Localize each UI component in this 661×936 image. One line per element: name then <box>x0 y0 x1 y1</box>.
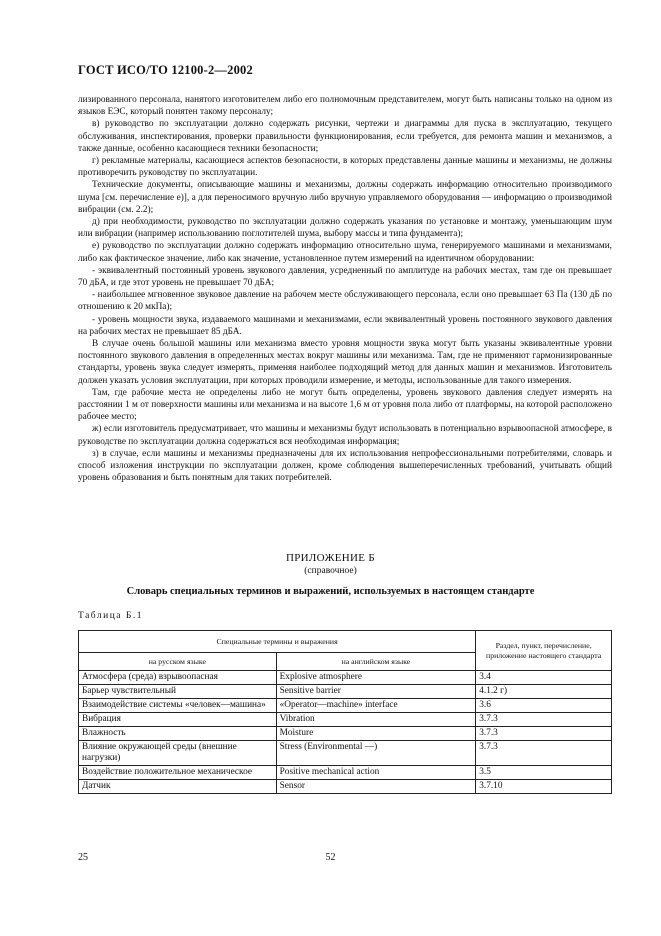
paragraph: ж) если изготовитель предусматривает, что машины и механизмы будут использовать в потенциально взрывоопасной атмосфере, в руководстве по эксплуатации должна содержаться вся необходимая информация; <box>78 424 612 447</box>
term-reference: 3.7.3 <box>476 741 612 766</box>
table-row <box>79 766 612 780</box>
table-row <box>79 671 612 685</box>
term-russian: Вибрация <box>79 713 277 727</box>
term-english: Moisture <box>276 727 476 741</box>
term-russian: Датчик <box>79 780 277 794</box>
appendix-title: ПРИЛОЖЕНИЕ Б <box>286 552 375 564</box>
footer-left-number: 25 <box>78 852 88 863</box>
term-russian: Влажность <box>79 727 277 741</box>
paragraph: в) руководство по эксплуатации должно содержать рисунки, чертежи и диаграммы для пуска в эксплуатацию, текущего обслуживания, инспектирования, проверки правильности функционирования, если требуется, для ремонта машин и механизмов, а также данные, особенно касающиеся техники безопасности; <box>78 119 612 154</box>
term-reference: 3.7.3 <box>476 727 612 741</box>
table-row <box>79 780 612 794</box>
table-row <box>79 713 612 727</box>
term-russian: Атмосфера (среда) взрывоопасная <box>79 671 277 685</box>
document-code: ГОСТ ИСО/ТО 12100-2—2002 <box>78 63 253 77</box>
paragraph: В случае очень большой машины или механизма вместо уровня мощности звука могут быть указаны эквивалентные уровни постоянного звукового давления в определенных местах вокруг машины или механизма. Там, где не применяют гармонизированные стандарты, уровень звука следует измерять, применяя наиболее подходящий метод для данных машин и механизмов. Изготовитель должен указать условия эксплуатации, при которых проводили измерение, и методы, использованные для такого измерения. <box>78 339 612 386</box>
table-row <box>79 727 612 741</box>
term-russian: Воздействие положительное механическое <box>79 766 277 780</box>
term-english: Stress (Environmental —) <box>276 741 476 766</box>
term-russian: Взаимодействие системы «человек—машина» <box>79 699 277 713</box>
paragraph: е) руководство по эксплуатации должно содержать информацию относительно шума, генерируемого машинами и механизмами, либо как фактическое значение, либо как значение, установленное путем измерений на идентичном оборудовании: <box>78 241 612 264</box>
term-reference: 3.7.10 <box>476 780 612 794</box>
term-reference: 3.5 <box>476 766 612 780</box>
paragraph: Технические документы, описывающие машины и механизмы, должны содержать информацию относительно производимого шума [см. перечисление е)], а для переносимого вручную либо вручную управляемого оборудования — информацию о производимой вибрации (см. 2.2); <box>78 180 612 215</box>
header-reference: Раздел, пункт, перечисление, приложение настоящего стандарта <box>476 631 612 671</box>
term-russian: Влияние окружающей среды (внешние нагрузки) <box>79 741 277 766</box>
table-row <box>79 685 612 699</box>
table-caption: Таблица Б.1 <box>78 611 143 621</box>
term-english: Positive mechanical action <box>276 766 476 780</box>
paragraph: лизированного персонала, нанятого изготовителем либо его полномочным представителем, могут быть написаны только на одном из языков ЕЭС, который понятен такому персоналу; <box>78 95 612 118</box>
term-english: Sensitive barrier <box>276 685 476 699</box>
term-english: «Operator—machine» interface <box>276 699 476 713</box>
paragraph: - эквивалентный постоянный уровень звукового давления, усредненный по амплитуде на рабочих местах, там где он превышает 70 дБА, и где этот уровень не превышает 70 дБА; <box>78 265 612 289</box>
body-text <box>78 94 612 485</box>
term-russian: Барьер чувствительный <box>79 685 277 699</box>
page-number: 52 <box>325 852 336 863</box>
header-terms-group: Специальные термины и выражения <box>79 631 476 653</box>
term-english: Explosive atmosphere <box>276 671 476 685</box>
term-reference: 3.4 <box>476 671 612 685</box>
paragraph: з) в случае, если машины и механизмы предназначены для их использования непрофессиональными потребителями, словарь и способ изложения инструкции по эксплуатации должен, кроме соблюдения вышеперечисленных требований, учитывать общий уровень образования и быть понятным для таких потребителей. <box>78 448 612 484</box>
appendix-subtitle: (справочное) <box>304 566 357 576</box>
paragraph: Там, где рабочие места не определены либо не могут быть определены, уровень звукового давления следует измерять на расстоянии 1 м от поверхности машины или механизма и на высоте 1,6 м от уровня пола либо от платформы, на которой расположено рабочее место; <box>78 387 612 423</box>
term-english: Sensor <box>276 780 476 794</box>
term-reference: 4.1.2 г) <box>476 685 612 699</box>
paragraph: - наибольшее мгновенное звуковое давление на рабочем месте обслуживающего персонала, если оно превышает 63 Па (130 дБ по отношению к 20 мкПа); <box>78 290 612 313</box>
term-english: Vibration <box>276 713 476 727</box>
header-english: на английском языке <box>276 653 476 671</box>
header-russian: на русском языке <box>79 653 277 671</box>
paragraph: д) при необходимости, руководство по эксплуатации должно содержать указания по установке и монтажу, уменьшающим шум или вибрации (например использованию поглотителей шума, выбору массы и типа фундамента); <box>78 217 612 240</box>
terms-table <box>78 630 612 794</box>
paragraph: г) рекламные материалы, касающиеся аспектов безопасности, в которых представлены данные машины и механизмы, не должны противоречить руководству по эксплуатации. <box>78 156 612 179</box>
table-row <box>79 741 612 766</box>
term-reference: 3.7.3 <box>476 713 612 727</box>
table-row <box>79 699 612 713</box>
term-reference: 3.6 <box>476 699 612 713</box>
paragraph: - уровень мощности звука, издаваемого машинами и механизмами, если эквивалентный уровень постоянного звукового давления на рабочих местах не превышает 85 дБА. <box>78 314 612 337</box>
appendix-heading: Словарь специальных терминов и выражений, используемых в настоящем стандарте <box>126 586 535 597</box>
